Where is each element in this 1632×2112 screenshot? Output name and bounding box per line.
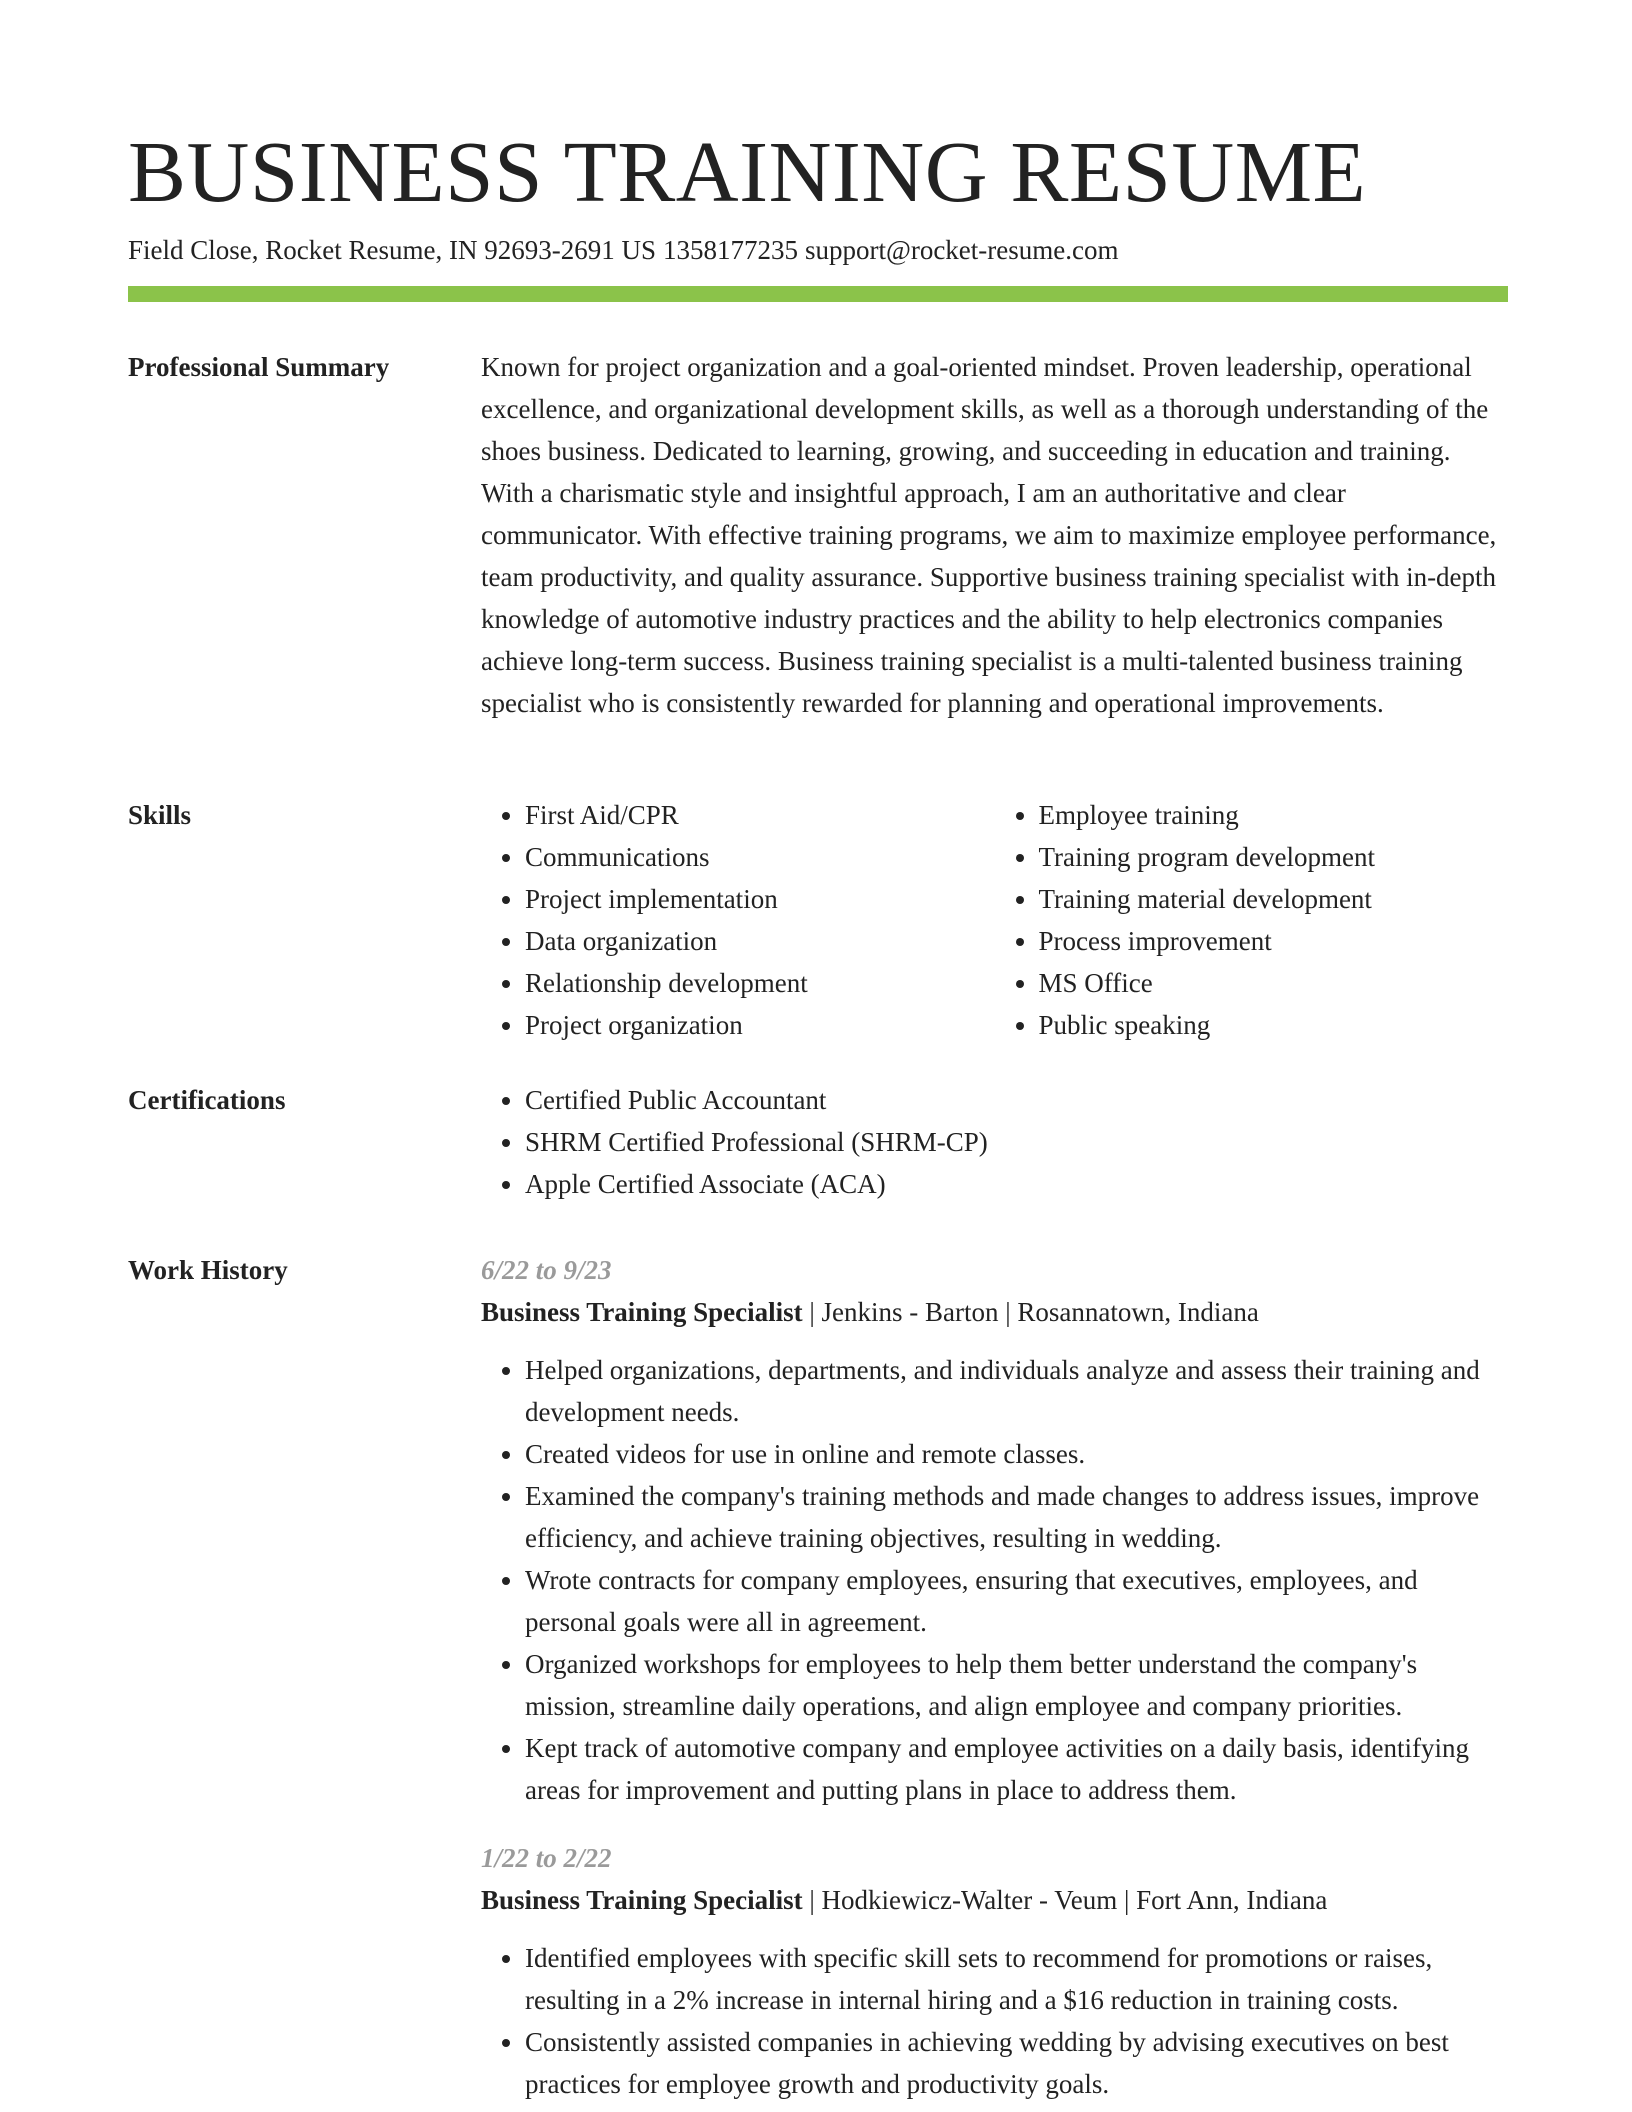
accent-rule	[128, 286, 1508, 302]
contact-phone: 1358177235	[662, 235, 798, 265]
job-bullet: • Created videos for use in online and remote classes.	[525, 1433, 1508, 1475]
skill-item: • Employee training	[1039, 794, 1509, 836]
job-title: Business Training Specialist	[481, 1297, 803, 1327]
job-entry	[481, 1837, 1508, 2105]
skills-list-right	[995, 794, 1509, 1046]
certification-item: • Certified Public Accountant	[525, 1079, 1508, 1121]
skills-list-left	[481, 794, 995, 1046]
job-entry	[481, 1249, 1508, 1811]
skill-item: • Training material development	[1039, 878, 1509, 920]
skill-item: • Public speaking	[1039, 1004, 1509, 1046]
job-title: Business Training Specialist	[481, 1885, 803, 1915]
job-bullet: • Wrote contracts for company employees, ensuring that executives, employees, and personal goals were all in agreement.	[525, 1559, 1508, 1643]
skill-item: • Data organization	[525, 920, 995, 962]
job-dates: 1/22 to 2/22	[481, 1843, 612, 1873]
skill-item: • Communications	[525, 836, 995, 878]
certification-item: • Apple Certified Associate (ACA)	[525, 1163, 1508, 1205]
job-company-location: | Hodkiewicz-Walter - Veum | Fort Ann, Indiana	[802, 1885, 1328, 1915]
contact-line	[128, 232, 1119, 268]
contact-email: support@rocket-resume.com	[804, 235, 1119, 265]
summary-text: Known for project organization and a goal-oriented mindset. Proven leadership, operational excellence, and organizational development skills, as well as a thorough understanding of the shoes business. Dedicated to learning, growing, and succeeding in education and training. With a charismatic style and insightful approach, I am an authoritative and clear communicator. With effective training programs, we aim to maximize employee performance, team productivity, and quality assurance. Supportive business training specialist with in-depth knowledge of automotive industry practices and the ability to help electronics companies achieve long-term success. Business training specialist is a multi-talented business training specialist who is consistently rewarded for planning and operational improvements.	[481, 352, 1497, 718]
job-bullet: • Identified employees with specific skill sets to recommend for promotions or raises, resulting in a 2% increase in internal hiring and a $16 reduction in training costs.	[525, 1937, 1508, 2021]
certification-item: • SHRM Certified Professional (SHRM-CP)	[525, 1121, 1508, 1163]
summary-body	[481, 346, 1508, 724]
job-bullets	[481, 1349, 1508, 1811]
skill-item: • MS Office	[1039, 962, 1509, 1004]
skill-item: • Project implementation	[525, 878, 995, 920]
skill-item: • Relationship development	[525, 962, 995, 1004]
job-bullet: • Examined the company's training methods and made changes to address issues, improve efficiency, and achieve training objectives, resulting in wedding.	[525, 1475, 1508, 1559]
contact-address: Field Close, Rocket Resume, IN 92693-2691 US	[128, 235, 656, 265]
skill-item: • Training program development	[1039, 836, 1509, 878]
job-title-line	[481, 1291, 1508, 1333]
job-bullets	[481, 1937, 1508, 2105]
skills-heading: Skills	[128, 800, 192, 830]
job-title-line	[481, 1879, 1508, 1921]
job-bullet: • Kept track of automotive company and employee activities on a daily basis, identifying areas for improvement and putting plans in place to address them.	[525, 1727, 1508, 1811]
summary-heading: Professional Summary	[128, 352, 390, 382]
work-history-body	[481, 1249, 1508, 2105]
certifications-heading: Certifications	[128, 1085, 286, 1115]
skill-item: • First Aid/CPR	[525, 794, 995, 836]
work-history-heading: Work History	[128, 1255, 288, 1285]
skill-item: • Project organization	[525, 1004, 995, 1046]
job-bullet: • Organized workshops for employees to help them better understand the company's mission, streamline daily operations, and align employee and company priorities.	[525, 1643, 1508, 1727]
resume-name: BUSINESS TRAINING RESUME	[128, 123, 1367, 220]
skill-item: • Process improvement	[1039, 920, 1509, 962]
certifications-body	[481, 1079, 1508, 1205]
job-company-location: | Jenkins - Barton | Rosannatown, Indiana	[802, 1297, 1259, 1327]
skills-body	[481, 794, 1508, 1046]
certifications-list	[481, 1079, 1508, 1205]
job-bullet: • Helped organizations, departments, and individuals analyze and assess their training and development needs.	[525, 1349, 1508, 1433]
job-dates: 6/22 to 9/23	[481, 1255, 612, 1285]
job-bullet: • Consistently assisted companies in achieving wedding by advising executives on best practices for employee growth and productivity goals.	[525, 2021, 1508, 2105]
